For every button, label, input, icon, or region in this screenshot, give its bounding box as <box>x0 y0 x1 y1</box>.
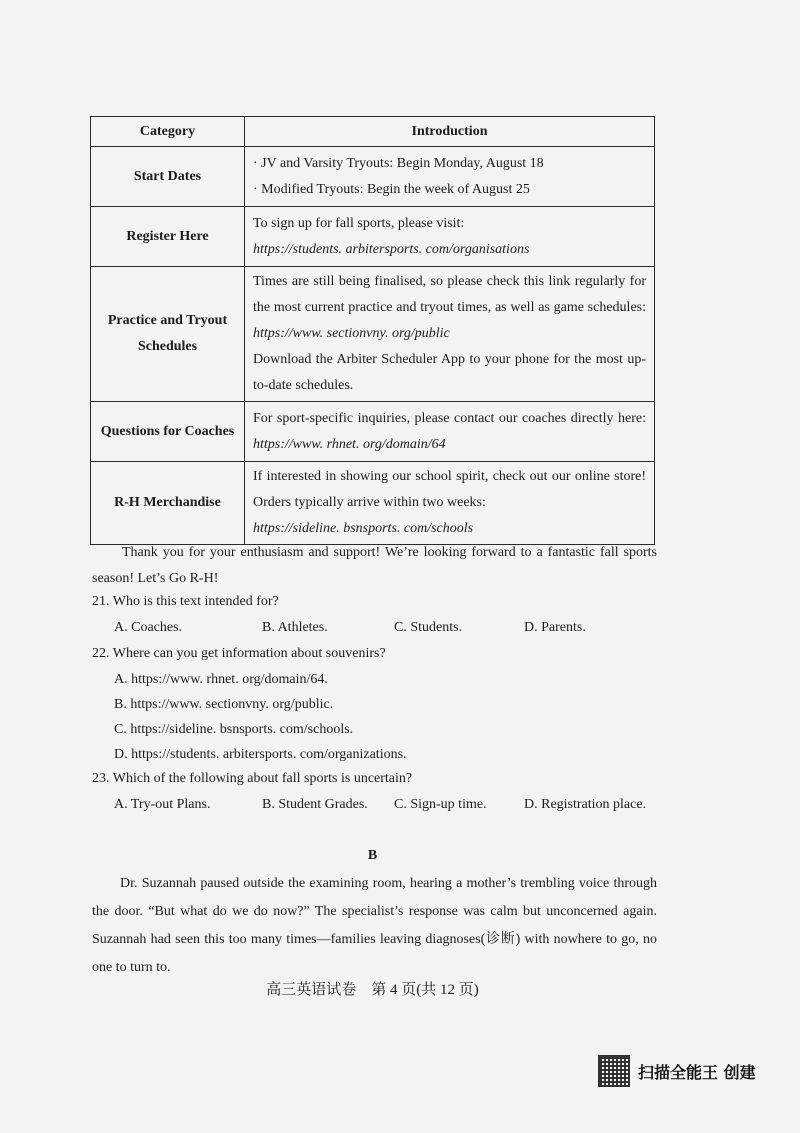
page-footer: 高三英语试卷 第 4 页(共 12 页) <box>266 982 479 998</box>
scanner-mark-text: 扫描全能王 创建 <box>638 1062 756 1082</box>
closing-paragraph: Thank you for your enthusiasm and support! We’re looking forward to a fantastic fall sports season! Let’s Go R-H! <box>92 545 657 586</box>
option-d: D. https://students. arbitersports. com/organizations. <box>114 747 407 762</box>
table-row <box>91 462 655 545</box>
introduction-header: Introduction <box>245 117 655 147</box>
row-introduction <box>245 462 655 545</box>
intro-text-part: For sport-specific inquiries, please contact our coaches directly here: <box>253 410 646 426</box>
row-introduction <box>245 147 655 207</box>
section-b-passage: Dr. Suzannah paused outside the examining room, hearing a mother’s trembling voice through the door. “But what do we do now?” The specialist’s response was calm but unconcerned again. Suzannah had seen this too many times—families leaving diagnoses(诊断) with nowhere to go, no one to turn to. <box>92 876 657 975</box>
intro-text: If interested in showing our school spirit, check out our online store! Orders typically arrive within two weeks: <box>253 469 646 510</box>
question-stem: 23. Which of the following about fall sports is uncertain? <box>92 771 413 786</box>
table-row <box>91 402 655 462</box>
table-row <box>91 207 655 267</box>
intro-text-part: Times are still being finalised, so please check this link regularly for the most current practice and tryout times, as well as game schedules: <box>253 274 646 315</box>
schedule-link[interactable]: https://www. sectionvny. org/public <box>253 326 450 341</box>
section-b-label: B <box>367 848 378 863</box>
question-stem: 21. Who is this text intended for? <box>92 594 279 609</box>
row-introduction <box>245 402 655 462</box>
option-c: C. Sign-up time. <box>394 797 487 812</box>
option-c: C. Students. <box>394 620 463 635</box>
table-row <box>91 147 655 207</box>
intro-text: Download the Arbiter Scheduler App to your phone for the most up-to-date schedules. <box>253 352 646 393</box>
row-introduction <box>245 267 655 402</box>
start-date-line: · Modified Tryouts: Begin the week of August 25 <box>253 181 530 197</box>
row-category: R-H Merchandise <box>91 462 245 545</box>
question-stem: 22. Where can you get information about souvenirs? <box>92 646 386 661</box>
qr-code-icon <box>598 1055 630 1087</box>
sports-info-table <box>90 116 655 545</box>
option-a: A. Try-out Plans. <box>114 797 211 812</box>
option-c: C. https://sideline. bsnsports. com/schools. <box>114 722 354 737</box>
row-category: Register Here <box>91 207 245 267</box>
category-header: Category <box>91 117 245 147</box>
intro-text <box>253 406 646 458</box>
merchandise-link[interactable]: https://sideline. bsnsports. com/schools <box>253 521 474 536</box>
table-header-row <box>91 117 655 147</box>
row-category: Practice and Tryout Schedules <box>91 267 245 402</box>
option-d: D. Registration place. <box>524 797 647 812</box>
start-date-line: · JV and Varsity Tryouts: Begin Monday, August 18 <box>253 155 544 171</box>
row-introduction <box>245 207 655 267</box>
option-d: D. Parents. <box>524 620 586 635</box>
option-b: B. Student Grades. <box>262 797 368 812</box>
option-b: B. https://www. sectionvny. org/public. <box>114 697 334 712</box>
option-a: A. https://www. rhnet. org/domain/64. <box>114 672 328 687</box>
table-row <box>91 267 655 402</box>
intro-text <box>253 269 646 347</box>
register-link[interactable]: https://students. arbitersports. com/organisations <box>253 241 530 257</box>
option-b: B. Athletes. <box>262 620 328 635</box>
scanner-watermark <box>598 1055 756 1087</box>
row-category: Questions for Coaches <box>91 402 245 462</box>
coaches-link[interactable]: https://www. rhnet. org/domain/64 <box>253 436 446 452</box>
row-category: Start Dates <box>91 147 245 207</box>
option-a: A. Coaches. <box>114 620 183 635</box>
intro-text: To sign up for fall sports, please visit: <box>253 215 465 231</box>
